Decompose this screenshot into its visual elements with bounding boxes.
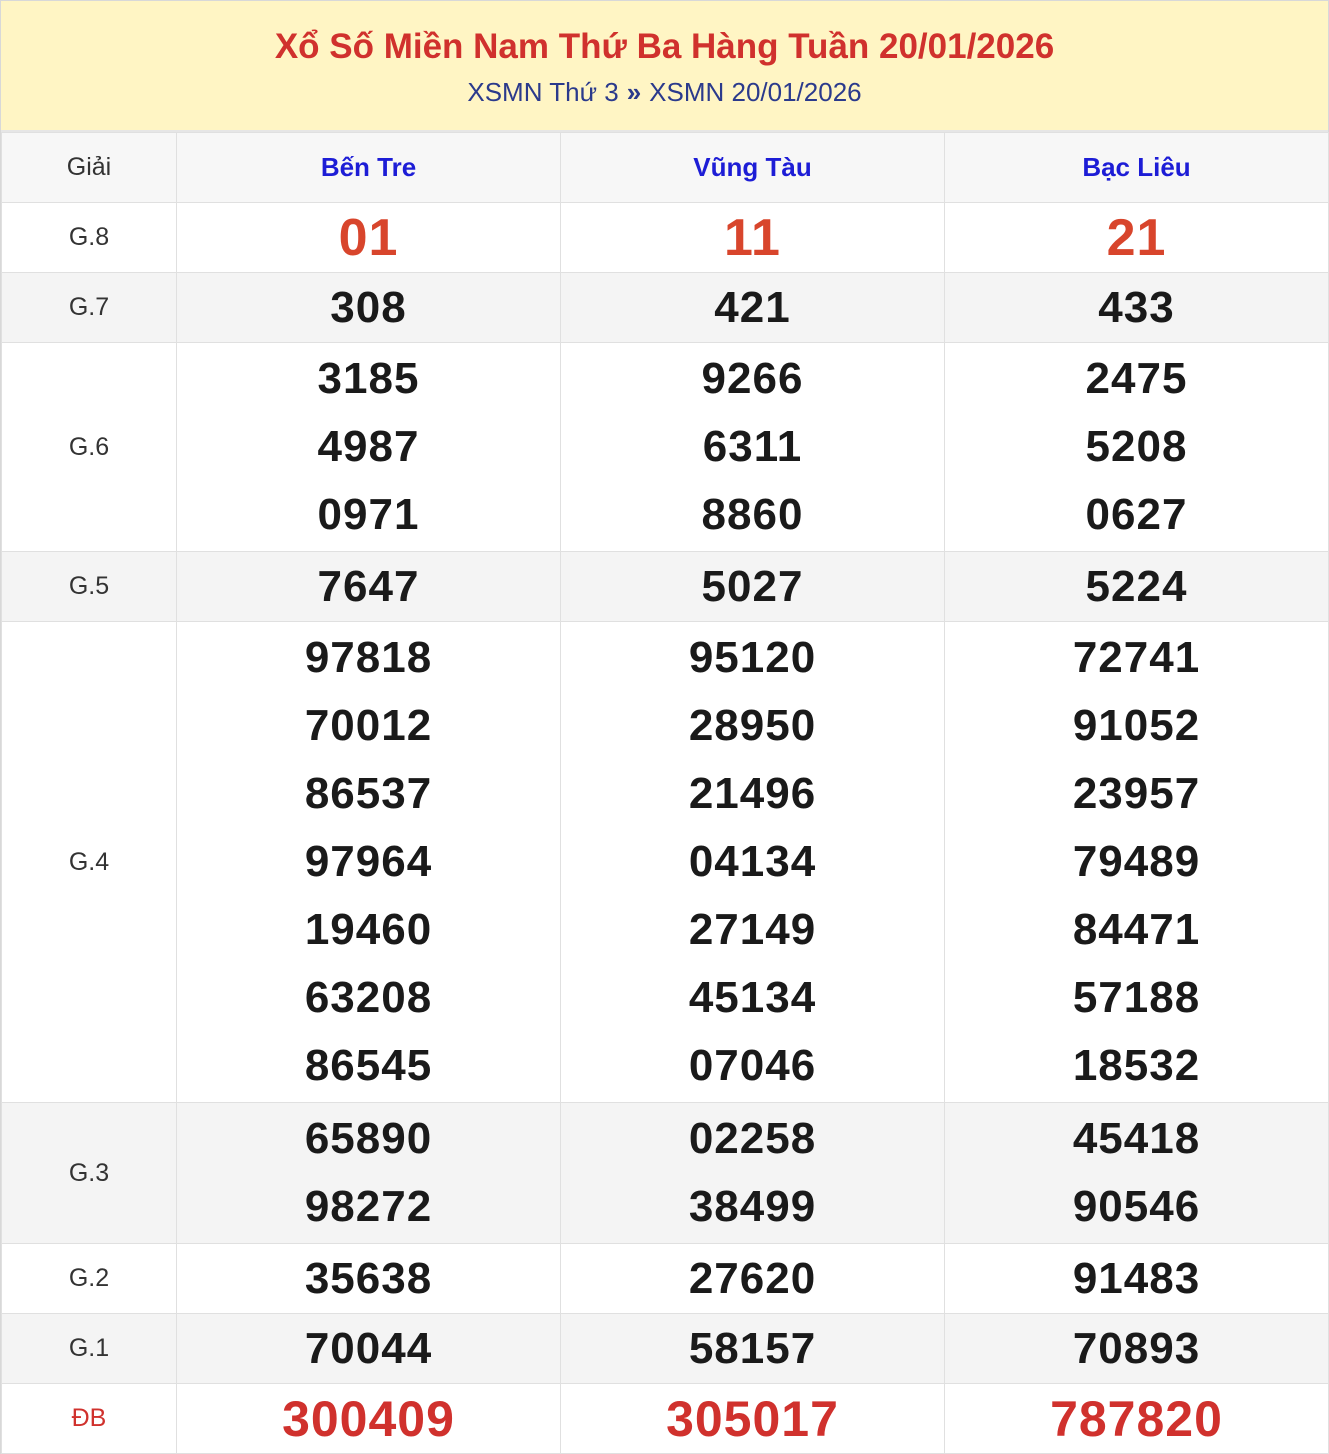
table-row <box>2 1384 1329 1454</box>
result-number: 63208 <box>304 973 433 1022</box>
result-number: 70012 <box>304 701 433 750</box>
result-number: 84471 <box>1072 905 1201 954</box>
table-row <box>2 343 1329 552</box>
prize-label: G.1 <box>2 1314 177 1384</box>
prize-label: G.7 <box>2 273 177 343</box>
result-number: 97964 <box>304 837 433 886</box>
result-number: 70893 <box>1072 1323 1201 1373</box>
result-number: 18532 <box>1072 1041 1201 1090</box>
result-number: 5027 <box>701 561 804 611</box>
result-number: 86545 <box>304 1041 433 1090</box>
result-number: 433 <box>1098 282 1175 332</box>
result-number: 27620 <box>688 1253 817 1303</box>
result-number: 21496 <box>688 769 817 818</box>
result-number: 72741 <box>1072 633 1201 682</box>
result-cell <box>177 203 561 273</box>
table-row <box>2 1314 1329 1384</box>
result-number: 7647 <box>317 561 420 611</box>
result-cell <box>945 273 1329 343</box>
result-number: 3185 <box>317 354 420 403</box>
result-cell <box>945 1244 1329 1314</box>
result-number: 98272 <box>304 1182 433 1231</box>
result-number: 91483 <box>1072 1253 1201 1303</box>
special-prize-number: 787820 <box>1050 1390 1223 1447</box>
result-number: 5224 <box>1085 561 1188 611</box>
prize-label: G.5 <box>2 552 177 622</box>
result-number: 04134 <box>688 837 817 886</box>
result-number: 6311 <box>702 422 803 471</box>
table-row <box>2 203 1329 273</box>
result-number: 38499 <box>688 1182 817 1231</box>
result-number: 45418 <box>1072 1114 1201 1163</box>
results-header <box>1 1 1328 132</box>
result-cell <box>945 1103 1329 1244</box>
results-body <box>2 203 1329 1454</box>
result-number: 4987 <box>317 422 420 471</box>
table-row <box>2 622 1329 1103</box>
prize-column-header: Giải <box>2 133 177 203</box>
result-number: 19460 <box>304 905 433 954</box>
result-cell <box>177 552 561 622</box>
result-cell <box>561 1244 945 1314</box>
result-cell <box>177 343 561 552</box>
result-cell <box>945 622 1329 1103</box>
province-vung-tau[interactable]: Vũng Tàu <box>561 133 945 203</box>
result-cell <box>177 1314 561 1384</box>
result-cell <box>561 1384 945 1454</box>
result-number: 308 <box>330 282 407 332</box>
result-cell <box>177 1103 561 1244</box>
table-header-row <box>2 133 1329 203</box>
result-cell <box>561 343 945 552</box>
result-cell <box>945 552 1329 622</box>
result-number: 421 <box>714 282 791 332</box>
prize-label: G.3 <box>2 1103 177 1244</box>
prize-label: G.4 <box>2 622 177 1103</box>
result-number: 57188 <box>1072 973 1201 1022</box>
result-number: 5208 <box>1085 422 1188 471</box>
result-number: 0627 <box>1085 490 1188 539</box>
result-number: 79489 <box>1072 837 1201 886</box>
result-number: 02258 <box>688 1114 817 1163</box>
result-number: 11 <box>724 208 781 267</box>
result-number: 23957 <box>1072 769 1201 818</box>
result-number: 58157 <box>688 1323 817 1373</box>
result-cell <box>945 203 1329 273</box>
result-number: 8860 <box>701 490 804 539</box>
result-number: 0971 <box>317 490 420 539</box>
page-title: Xổ Số Miền Nam Thứ Ba Hàng Tuần 20/01/2026 <box>274 27 1055 66</box>
result-cell <box>561 1314 945 1384</box>
result-cell <box>945 343 1329 552</box>
breadcrumb <box>1 77 1328 107</box>
result-cell <box>561 1103 945 1244</box>
result-cell <box>561 552 945 622</box>
result-number: 97818 <box>304 633 433 682</box>
result-number: 45134 <box>688 973 817 1022</box>
result-number: 95120 <box>688 633 817 682</box>
result-number: 21 <box>1106 208 1167 267</box>
result-number: 35638 <box>304 1253 433 1303</box>
table-row <box>2 1103 1329 1244</box>
prize-label: ĐB <box>2 1384 177 1454</box>
result-number: 9266 <box>701 354 804 403</box>
result-number: 91052 <box>1072 701 1201 750</box>
result-cell <box>177 273 561 343</box>
result-number: 65890 <box>304 1114 433 1163</box>
result-cell <box>561 273 945 343</box>
result-cell <box>177 622 561 1103</box>
result-number: 27149 <box>688 905 817 954</box>
result-cell <box>561 203 945 273</box>
results-table <box>1 132 1329 1454</box>
breadcrumb-separator-icon: » <box>626 77 642 107</box>
prize-label: G.6 <box>2 343 177 552</box>
result-cell <box>945 1384 1329 1454</box>
prize-label: G.8 <box>2 203 177 273</box>
result-number: 2475 <box>1085 354 1188 403</box>
special-prize-number: 300409 <box>282 1390 455 1447</box>
result-number: 90546 <box>1072 1182 1201 1231</box>
breadcrumb-link-weekday[interactable]: XSMN Thứ 3 <box>467 77 619 107</box>
province-ben-tre[interactable]: Bến Tre <box>177 133 561 203</box>
special-prize-number: 305017 <box>666 1390 839 1447</box>
breadcrumb-link-date[interactable]: XSMN 20/01/2026 <box>649 77 862 107</box>
result-number: 70044 <box>304 1323 433 1373</box>
table-row <box>2 1244 1329 1314</box>
result-cell <box>561 622 945 1103</box>
province-bac-lieu[interactable]: Bạc Liêu <box>945 133 1329 203</box>
result-number: 28950 <box>688 701 817 750</box>
prize-label: G.2 <box>2 1244 177 1314</box>
result-number: 01 <box>338 208 399 267</box>
result-cell <box>177 1384 561 1454</box>
result-cell <box>945 1314 1329 1384</box>
result-number: 07046 <box>688 1041 817 1090</box>
result-cell <box>177 1244 561 1314</box>
result-number: 86537 <box>304 769 433 818</box>
table-row <box>2 273 1329 343</box>
table-row <box>2 552 1329 622</box>
